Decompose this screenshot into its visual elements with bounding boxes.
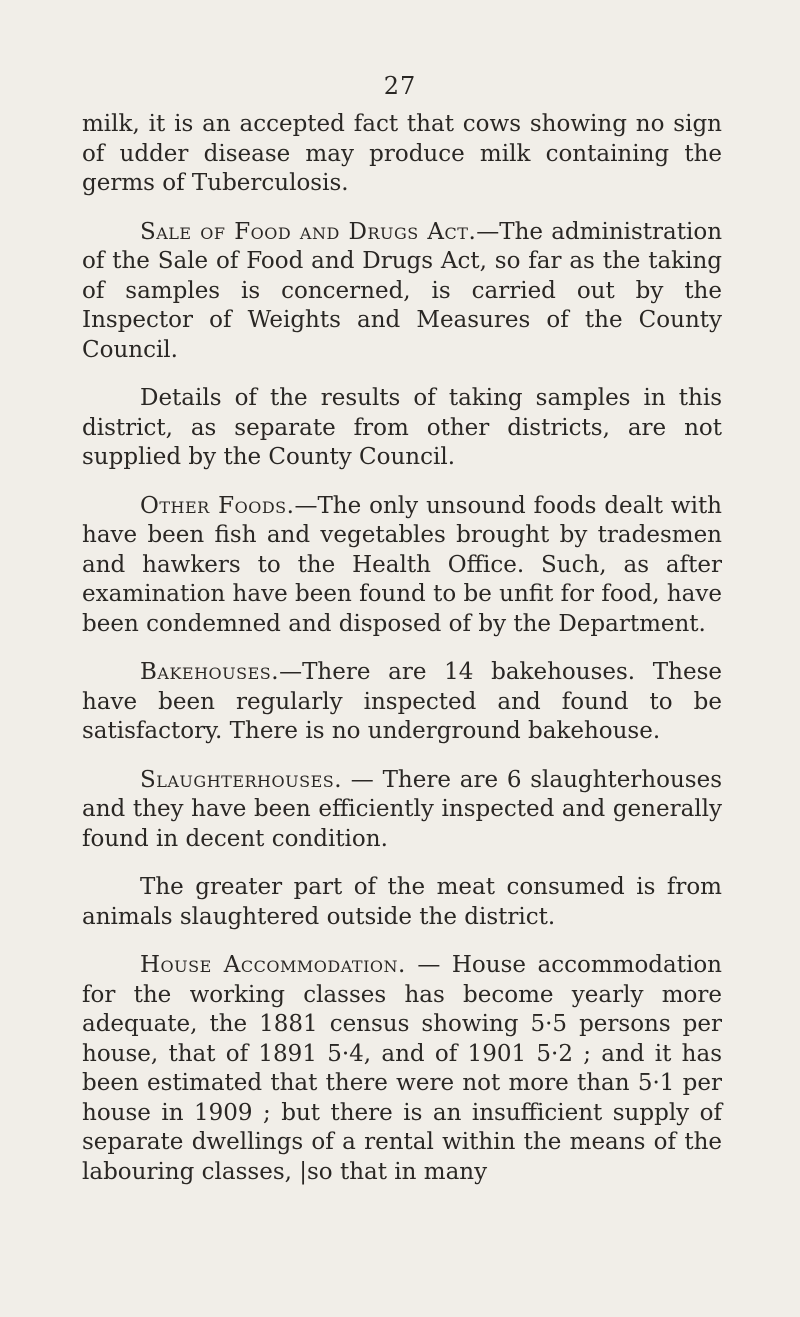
paragraph-house-accommodation (82, 951, 722, 1187)
paragraph-milk: milk, it is an accepted fact that cows showing no sign of udder disease may produce milk containing the germs of Tuberculosis. (82, 111, 722, 196)
section-heading-food-and-drugs: Sale of Food and Drugs Act. (140, 218, 477, 245)
page-number: 27 (383, 72, 417, 100)
text-column (82, 110, 722, 1206)
paragraph-slaughterhouses (82, 766, 722, 855)
section-heading-other-foods: Other Foods. (140, 492, 295, 519)
paragraph-details: Details of the results of taking samples in this district, as separate from other districts, are not supplied by the County Council. (82, 385, 722, 470)
paragraph-meat: The greater part of the meat consumed is from animals slaughtered outside the district. (82, 874, 722, 930)
section-heading-bakehouses: Bakehouses. (140, 659, 280, 685)
paragraph-other-foods (82, 492, 722, 640)
paragraph-bakehouses-text: —There are 14 bakehouses. These have been regularly inspected and found to be satisfactory. There is no underground bakehouse. (82, 659, 722, 744)
paragraph-other-foods-text: —The only unsound foods dealt with have been fish and vegetables brought by tradesmen and hawkers to the Health Office. Such, as after examination have been found to be unfit for food, have been condemned and disposed of by the Department. (82, 492, 723, 637)
paragraph-bakehouses (82, 658, 722, 747)
paragraph-house-accommodation-text: — House accommodation for the working classes has become yearly more adequate, the 1881 census showing 5·5 persons per house, that of 1891 5·4, and of 1901 5·2 ; and it has been estimated that there were not more than 5·1 per house in 1909 ; but there is an insufficient supply of separate dwellings of a rental within the means of the labouring classes, |so that in many (82, 952, 722, 1185)
paragraph-food-and-drugs-text: —The administration of the Sale of Food and Drugs Act, so far as the taking of samples is concerned, is carried out by the Inspector of Weights and Measures of the County Council. (82, 218, 723, 363)
section-heading-house-accommodation: House Accommodation. (140, 952, 406, 978)
paragraph-food-and-drugs (82, 218, 722, 366)
paragraph-slaughterhouses-text: — There are 6 slaughterhouses and they have been efficiently inspected and generally found in decent condition. (82, 766, 722, 852)
section-heading-slaughterhouses: Slaughterhouses. (140, 766, 343, 793)
